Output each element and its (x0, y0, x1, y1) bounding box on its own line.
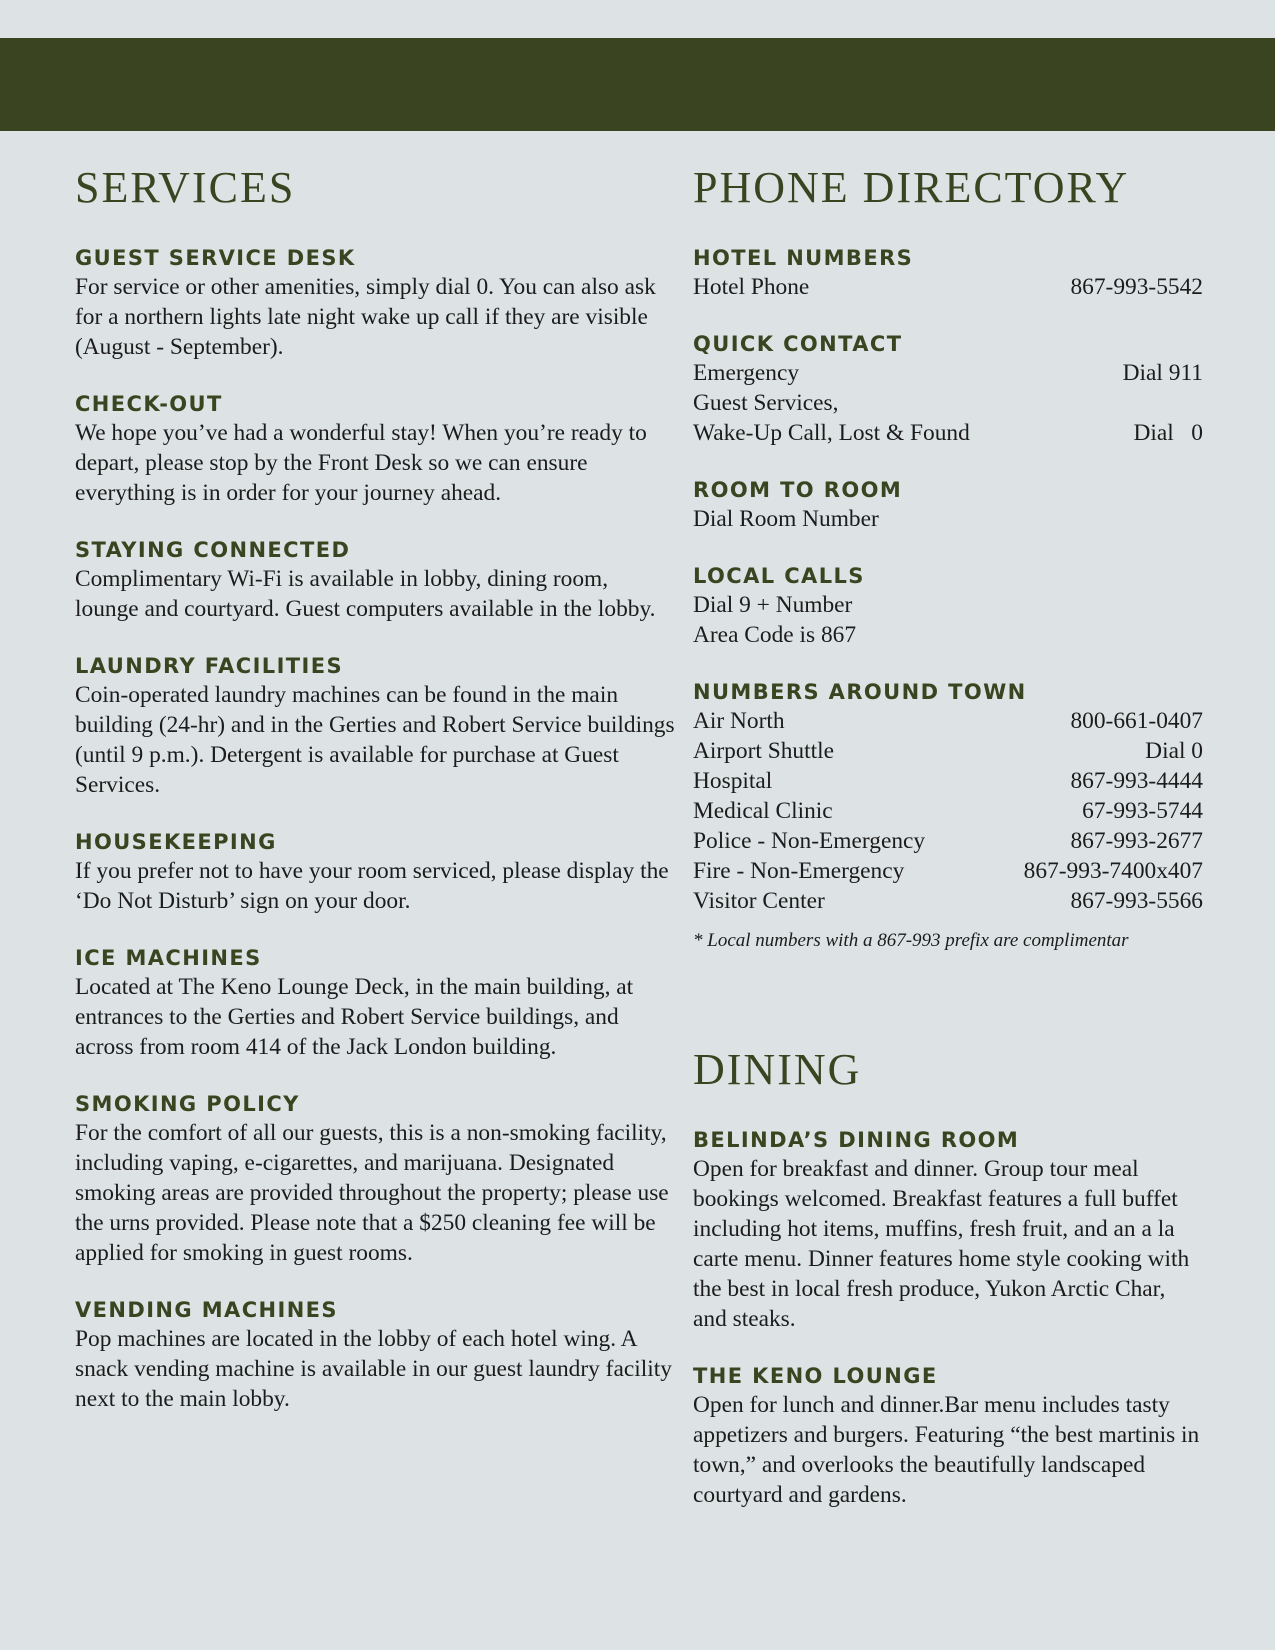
quick-contact (693, 330, 1203, 448)
service-guest-desk (75, 244, 675, 362)
service-heading: STAYING CONNECTED (75, 538, 351, 562)
phone-heading: QUICK CONTACT (693, 332, 903, 356)
phone-label: Hospital (693, 768, 773, 794)
service-vending (75, 1296, 675, 1414)
phone-label: Area Code is 867 (693, 622, 857, 648)
services-column (75, 160, 675, 1414)
phone-label: Medical Clinic (693, 798, 833, 824)
phone-row (693, 796, 1203, 826)
service-smoking-policy (75, 1090, 675, 1268)
phone-row (693, 358, 1203, 388)
phone-number: 867-993-2677 (1070, 828, 1203, 854)
phone-label: Dial 9 + Number (693, 592, 853, 618)
service-heading: GUEST SERVICE DESK (75, 246, 356, 270)
phone-heading: HOTEL NUMBERS (693, 246, 914, 270)
phone-row (693, 886, 1203, 916)
phone-label: Emergency (693, 360, 800, 386)
header-band (0, 38, 1275, 131)
dining-keno-lounge (693, 1362, 1203, 1510)
service-heading: CHECK-OUT (75, 392, 223, 416)
dining-text: Open for breakfast and dinner. Group tour meal bookings welcomed. Breakfast features a full buffet including hot items, muffins, fresh fruit, and an a la carte menu. Dinner features home style cooking with the best in local fresh produce, Yukon Arctic Char, and steaks. (693, 1156, 1190, 1332)
service-text: For the comfort of all our guests, this is a non-smoking facility, including vaping, e-cigarettes, and marijuana. Designated smoking areas are provided throughout the property; please use the urns provided. Please note that a $250 cleaning fee will be applied for smoking in guest rooms. (75, 1120, 669, 1266)
phone-label: Wake-Up Call, Lost & Found (693, 420, 970, 446)
dining-text: Open for lunch and dinner.Bar menu includes tasty appetizers and burgers. Featuring “the best martinis in town,” and overlooks the beautifully landscaped courtyard and gardens. (693, 1392, 1200, 1508)
phone-row (693, 706, 1203, 736)
phone-number: 867-993-7400x407 (1023, 858, 1203, 884)
service-text: Coin-operated laundry machines can be found in the main building (24-hr) and in the Gerties and Robert Service buildings (until 9 p.m.). Detergent is available for purchase at Guest Services. (75, 682, 675, 798)
service-text: Complimentary Wi-Fi is available in lobby, dining room, lounge and courtyard. Guest computers available in the lobby. (75, 566, 656, 622)
phone-label: Dial Room Number (693, 506, 879, 532)
phone-row (693, 826, 1203, 856)
service-housekeeping (75, 828, 675, 916)
right-column (693, 160, 1203, 1510)
local-calls (693, 562, 1203, 650)
phone-row (693, 766, 1203, 796)
phone-label: Visitor Center (693, 888, 825, 914)
service-text: For service or other amenities, simply dial 0. You can also ask for a northern lights late night wake up call if they are visible (August - September). (75, 274, 656, 360)
service-text: Pop machines are located in the lobby of each hotel wing. A snack vending machine is available in our guest laundry facility next to the main lobby. (75, 1326, 672, 1412)
service-text: We hope you’ve had a wonderful stay! When you’re ready to depart, please stop by the Front Desk so we can ensure everything is in order for your journey ahead. (75, 420, 647, 506)
service-check-out (75, 390, 675, 508)
phone-number: 867-993-5542 (1070, 274, 1203, 300)
phone-row (693, 856, 1203, 886)
phone-label: Air North (693, 708, 785, 734)
service-laundry (75, 652, 675, 800)
service-heading: ICE MACHINES (75, 946, 262, 970)
phone-number: Dial 0 (1133, 420, 1203, 446)
phone-heading: LOCAL CALLS (693, 564, 865, 588)
phone-label: Airport Shuttle (693, 738, 834, 764)
phone-row (693, 388, 1203, 418)
numbers-around-town (693, 678, 1203, 954)
services-title: SERVICES (75, 163, 296, 212)
phone-heading: NUMBERS AROUND TOWN (693, 680, 1027, 704)
phone-number: 67-993-5744 (1082, 798, 1203, 824)
phone-row (693, 736, 1203, 766)
service-heading: SMOKING POLICY (75, 1092, 300, 1116)
dining-heading: BELINDA’S DINING ROOM (693, 1128, 1020, 1152)
dining-heading: THE KENO LOUNGE (693, 1364, 938, 1388)
phone-heading: ROOM TO ROOM (693, 478, 903, 502)
phone-row (693, 590, 1203, 620)
phone-row (693, 504, 1203, 534)
phone-number: 867-993-5566 (1070, 888, 1203, 914)
service-heading: LAUNDRY FACILITIES (75, 654, 344, 678)
dining-belindas (693, 1126, 1203, 1334)
phone-row (693, 620, 1203, 650)
phone-number: Dial 0 (1145, 738, 1203, 764)
service-text: Located at The Keno Lounge Deck, in the main building, at entrances to the Gerties and Robert Service buildings, and across from room 414 of the Jack London building. (75, 974, 634, 1060)
phone-directory-title: PHONE DIRECTORY (693, 163, 1130, 212)
phone-row (693, 418, 1203, 448)
phone-number: Dial 911 (1122, 360, 1203, 386)
phone-number: 867-993-4444 (1070, 768, 1203, 794)
service-staying-connected (75, 536, 675, 624)
phone-label: Hotel Phone (693, 274, 810, 300)
service-heading: VENDING MACHINES (75, 1298, 338, 1322)
service-heading: HOUSEKEEPING (75, 830, 277, 854)
service-ice-machines (75, 944, 675, 1062)
dining-title: DINING (693, 1045, 862, 1094)
hotel-numbers (693, 244, 1203, 302)
phone-label: Fire - Non-Emergency (693, 858, 905, 884)
phone-number: 800-661-0407 (1070, 708, 1203, 734)
service-text: If you prefer not to have your room serviced, please display the ‘Do Not Disturb’ sign on your door. (75, 858, 669, 914)
phone-row (693, 272, 1203, 302)
phone-label: Police - Non-Emergency (693, 828, 926, 854)
phone-label: Guest Services, (693, 390, 839, 416)
complimentary-note: * Local numbers with a 867-993 prefix are complimentar (693, 930, 1129, 951)
room-to-room (693, 476, 1203, 534)
